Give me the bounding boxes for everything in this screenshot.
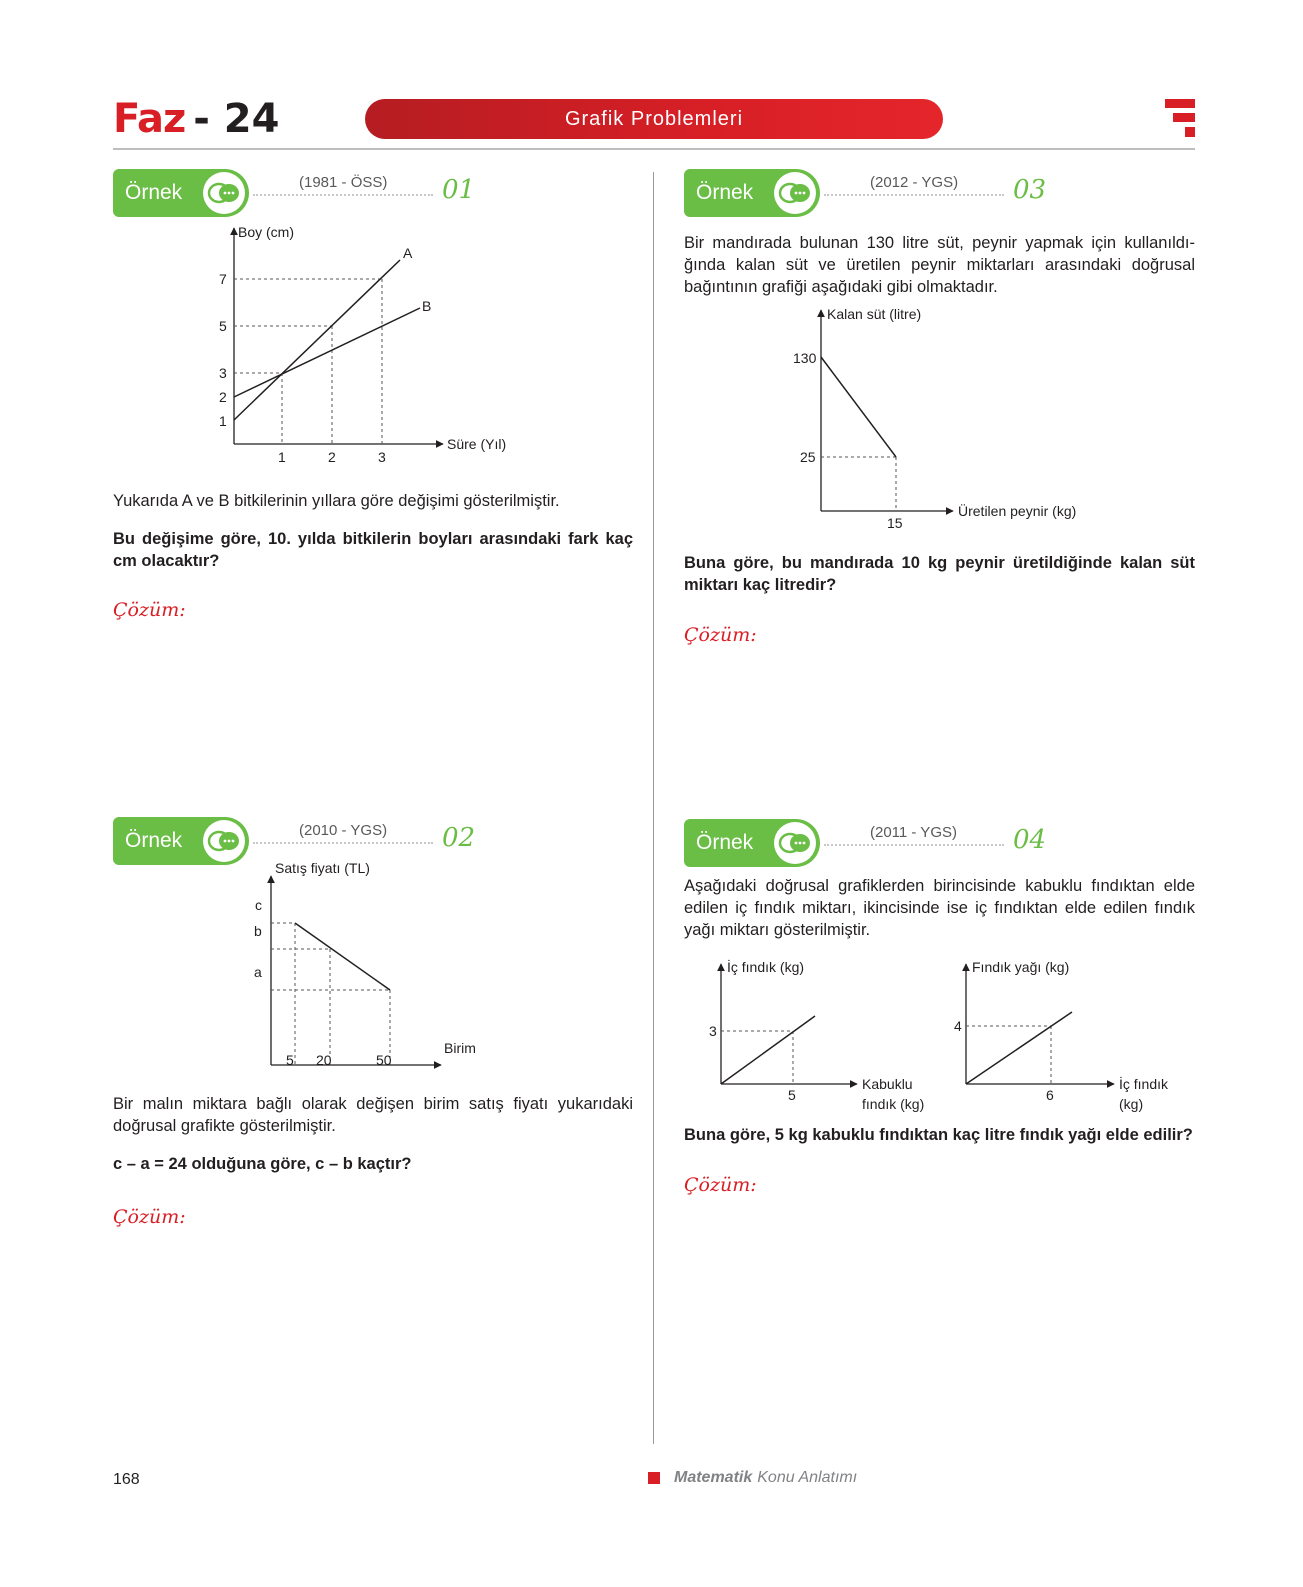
header-divider	[113, 148, 1195, 150]
example-01-question: Bu değişime göre, 10. yılda bitkilerin boyları arasındaki fark kaç cm olacaktır?	[113, 530, 633, 570]
example-source: (2011 - YGS)	[870, 824, 957, 841]
y-tick: 1	[219, 413, 227, 429]
y-tick: b	[254, 923, 262, 939]
book-title: Konu Anlatımı	[757, 1469, 858, 1486]
x-axis-label: Üretilen peynir (kg)	[958, 503, 1077, 519]
example-label: Örnek	[696, 181, 754, 204]
chapter-title: Grafik Problemleri	[564, 107, 744, 130]
example-03-header	[684, 169, 1204, 217]
example-source: (2012 - YGS)	[870, 174, 959, 191]
graph-oil-from-kernel	[950, 960, 1180, 1120]
header-dots	[824, 194, 1004, 196]
graph-plant-height	[213, 224, 533, 474]
kernel-line	[721, 1016, 815, 1084]
example-label: Örnek	[125, 181, 183, 204]
speech-bubbles-icon	[774, 172, 816, 214]
y-tick: 3	[219, 365, 227, 381]
x-axis-label: (kg)	[1119, 1096, 1144, 1112]
example-source: (1981 - ÖSS)	[299, 174, 388, 191]
x-axis-label: Süre (Yıl)	[447, 436, 507, 452]
x-tick: 3	[378, 449, 386, 465]
series-a-line	[234, 260, 400, 420]
x-tick: 6	[1046, 1087, 1054, 1103]
example-badge	[113, 817, 249, 865]
x-tick: 1	[278, 449, 286, 465]
x-axis-label: fındık (kg)	[862, 1096, 925, 1112]
example-number: 01	[442, 175, 476, 205]
y-tick: 25	[800, 449, 816, 465]
graph-unit-price	[253, 860, 493, 1087]
y-tick: 2	[219, 389, 227, 405]
graph-remaining-milk	[785, 306, 1095, 531]
example-label: Örnek	[125, 829, 183, 852]
header-dots	[824, 844, 1004, 846]
example-03-question: Buna göre, bu mandırada 10 kg peynir üretildiğinde kalan süt miktarı kaç litredir?	[684, 554, 1195, 594]
book-subject: Matematik	[674, 1469, 753, 1486]
example-03-solution-label: Çözüm:	[684, 624, 757, 646]
faz-logo	[113, 96, 280, 142]
y-tick: 7	[219, 271, 227, 287]
x-tick: 2	[328, 449, 336, 465]
speech-bubbles-icon	[203, 820, 245, 862]
x-axis-label: Kabuklu	[862, 1076, 913, 1092]
example-03-text: Bir mandırada bulunan 130 litre süt, peynir yapmak için kullanıldı-ğında kalan süt ve üretilen peynir miktarları arasındaki doğrusal bağıntının grafiği aşağıdaki gibi olmaktadır.	[684, 234, 1195, 296]
y-tick: c	[255, 897, 262, 913]
y-axis-label: Satış fiyatı (TL)	[275, 860, 370, 876]
example-label: Örnek	[696, 831, 754, 854]
example-badge	[684, 819, 820, 867]
speech-bubbles-icon	[774, 822, 816, 864]
y-tick: a	[254, 964, 262, 980]
example-source: (2010 - YGS)	[299, 822, 388, 839]
x-tick: 50	[376, 1052, 392, 1068]
example-badge	[684, 169, 820, 217]
example-02-header	[113, 817, 633, 865]
example-number: 03	[1013, 175, 1047, 205]
example-02-solution-label: Çözüm:	[113, 1206, 186, 1228]
y-tick: 3	[709, 1023, 717, 1039]
example-04-header	[684, 819, 1204, 867]
corner-logo-icon	[1165, 99, 1195, 139]
header-dots	[253, 194, 433, 196]
x-axis-label: Birim	[444, 1040, 476, 1056]
x-tick: 5	[788, 1087, 796, 1103]
milk-line	[821, 357, 896, 457]
example-badge	[113, 169, 249, 217]
y-tick: 130	[793, 350, 817, 366]
example-04-question: Buna göre, 5 kg kabuklu fındıktan kaç litre fındık yağı elde edilir?	[684, 1126, 1193, 1144]
series-b-label: B	[422, 298, 432, 314]
book-footer	[648, 1469, 857, 1487]
oil-line	[966, 1012, 1072, 1084]
example-number: 02	[442, 823, 476, 853]
header-dots	[253, 842, 433, 844]
series-a-label: A	[403, 245, 413, 261]
series-b-line	[234, 308, 420, 397]
x-tick: 15	[887, 515, 903, 531]
logo-mark: Faz	[113, 96, 186, 142]
x-tick: 5	[286, 1052, 294, 1068]
y-axis-label: İç fındık (kg)	[727, 959, 805, 975]
example-01-text: Yukarıda A ve B bitkilerinin yıllara göre değişimi gösterilmiştir.	[113, 492, 560, 510]
column-divider	[653, 172, 654, 1444]
price-line	[295, 923, 390, 990]
y-axis-label: Boy (cm)	[238, 224, 294, 240]
chapter-title-bar	[365, 99, 943, 139]
footer-square-icon	[648, 1472, 660, 1484]
example-04-text: Aşağıdaki doğrusal grafiklerden birincisinde kabuklu fındıktan elde edilen iç fındık miktarı, ikincisinde ise iç fındıktan elde edilen fındık yağı miktarı gösterilmiştir.	[684, 877, 1195, 939]
example-01-header	[113, 169, 633, 217]
example-02-question: c – a = 24 olduğuna göre, c – b kaçtır?	[113, 1155, 412, 1173]
graph-kernel-from-shell	[705, 960, 925, 1120]
x-tick: 20	[316, 1052, 332, 1068]
page-number: 168	[113, 1471, 140, 1488]
example-02-text: Bir malın miktara bağlı olarak değişen birim satış fiyatı yukarıdaki doğrusal grafikte gösterilmiştir.	[113, 1095, 633, 1135]
y-tick: 4	[954, 1018, 962, 1034]
example-04-solution-label: Çözüm:	[684, 1174, 757, 1196]
logo-number: - 24	[193, 96, 280, 142]
y-axis-label: Kalan süt (litre)	[827, 306, 922, 322]
speech-bubbles-icon	[203, 172, 245, 214]
y-axis-label: Fındık yağı (kg)	[972, 959, 1070, 975]
example-01-solution-label: Çözüm:	[113, 599, 186, 621]
example-number: 04	[1013, 825, 1047, 855]
y-tick: 5	[219, 318, 227, 334]
x-axis-label: İç fındık	[1119, 1076, 1169, 1092]
